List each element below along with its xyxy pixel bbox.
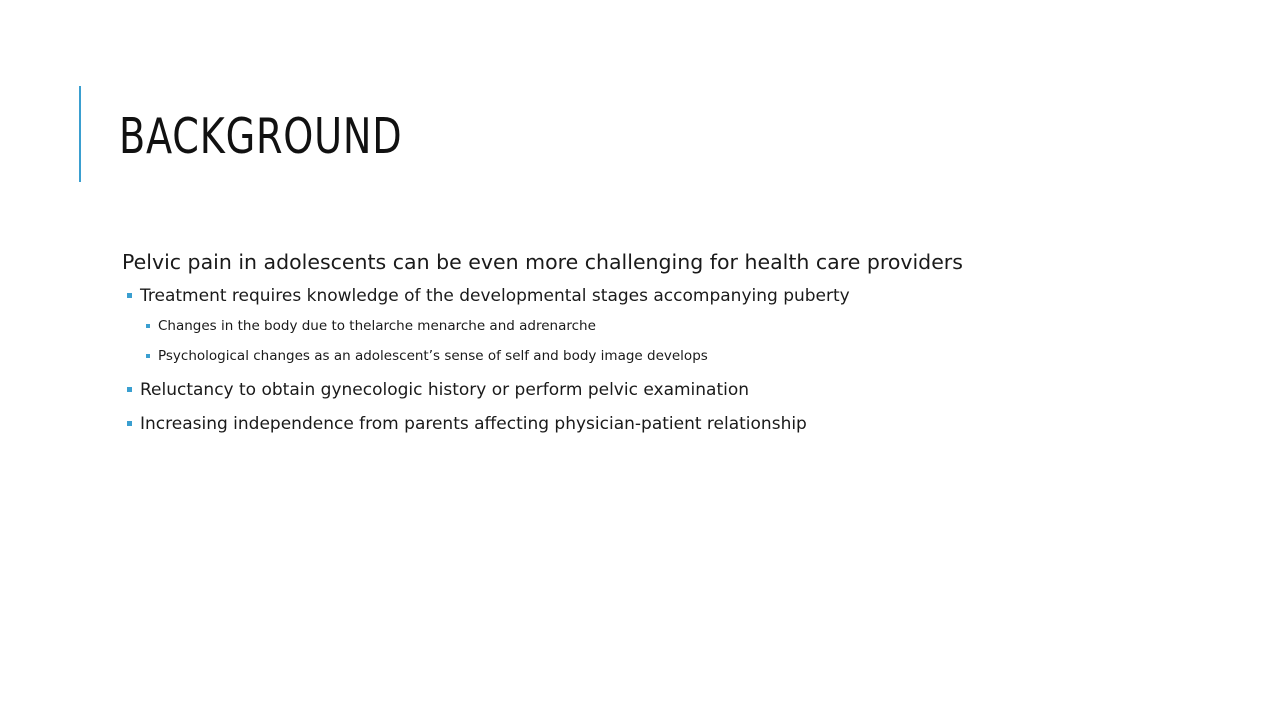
bullet-point-level2: [122, 413, 1222, 435]
square-bullet-icon: [127, 387, 132, 392]
bullet-point-level2: [122, 379, 1222, 401]
bullet-point-level1: [122, 248, 1222, 276]
bullet-text: Reluctancy to obtain gynecologic history or perform pelvic examination: [140, 380, 750, 400]
bullet-text: Pelvic pain in adolescents can be even more challenging for health care providers: [122, 250, 963, 274]
bullet-text: Psychological changes as an adolescent’s sense of self and body image develops: [158, 348, 708, 364]
bullet-point-level3: [122, 347, 1222, 365]
title-accent-bar: [79, 86, 81, 182]
square-bullet-icon: [146, 324, 150, 328]
square-bullet-icon: [127, 421, 132, 426]
square-bullet-icon: [127, 293, 132, 298]
bullet-point-level3: [122, 317, 1222, 335]
bullet-text: Treatment requires knowledge of the developmental stages accompanying puberty: [140, 286, 850, 306]
square-bullet-icon: [146, 354, 150, 358]
bullet-text: Changes in the body due to thelarche menarche and adrenarche: [158, 318, 596, 334]
slide-title: BACKGROUND: [119, 108, 403, 165]
bullet-list: [122, 248, 1222, 435]
bullet-text: Increasing independence from parents affecting physician-patient relationship: [140, 414, 807, 434]
bullet-point-level2: [122, 285, 1222, 307]
